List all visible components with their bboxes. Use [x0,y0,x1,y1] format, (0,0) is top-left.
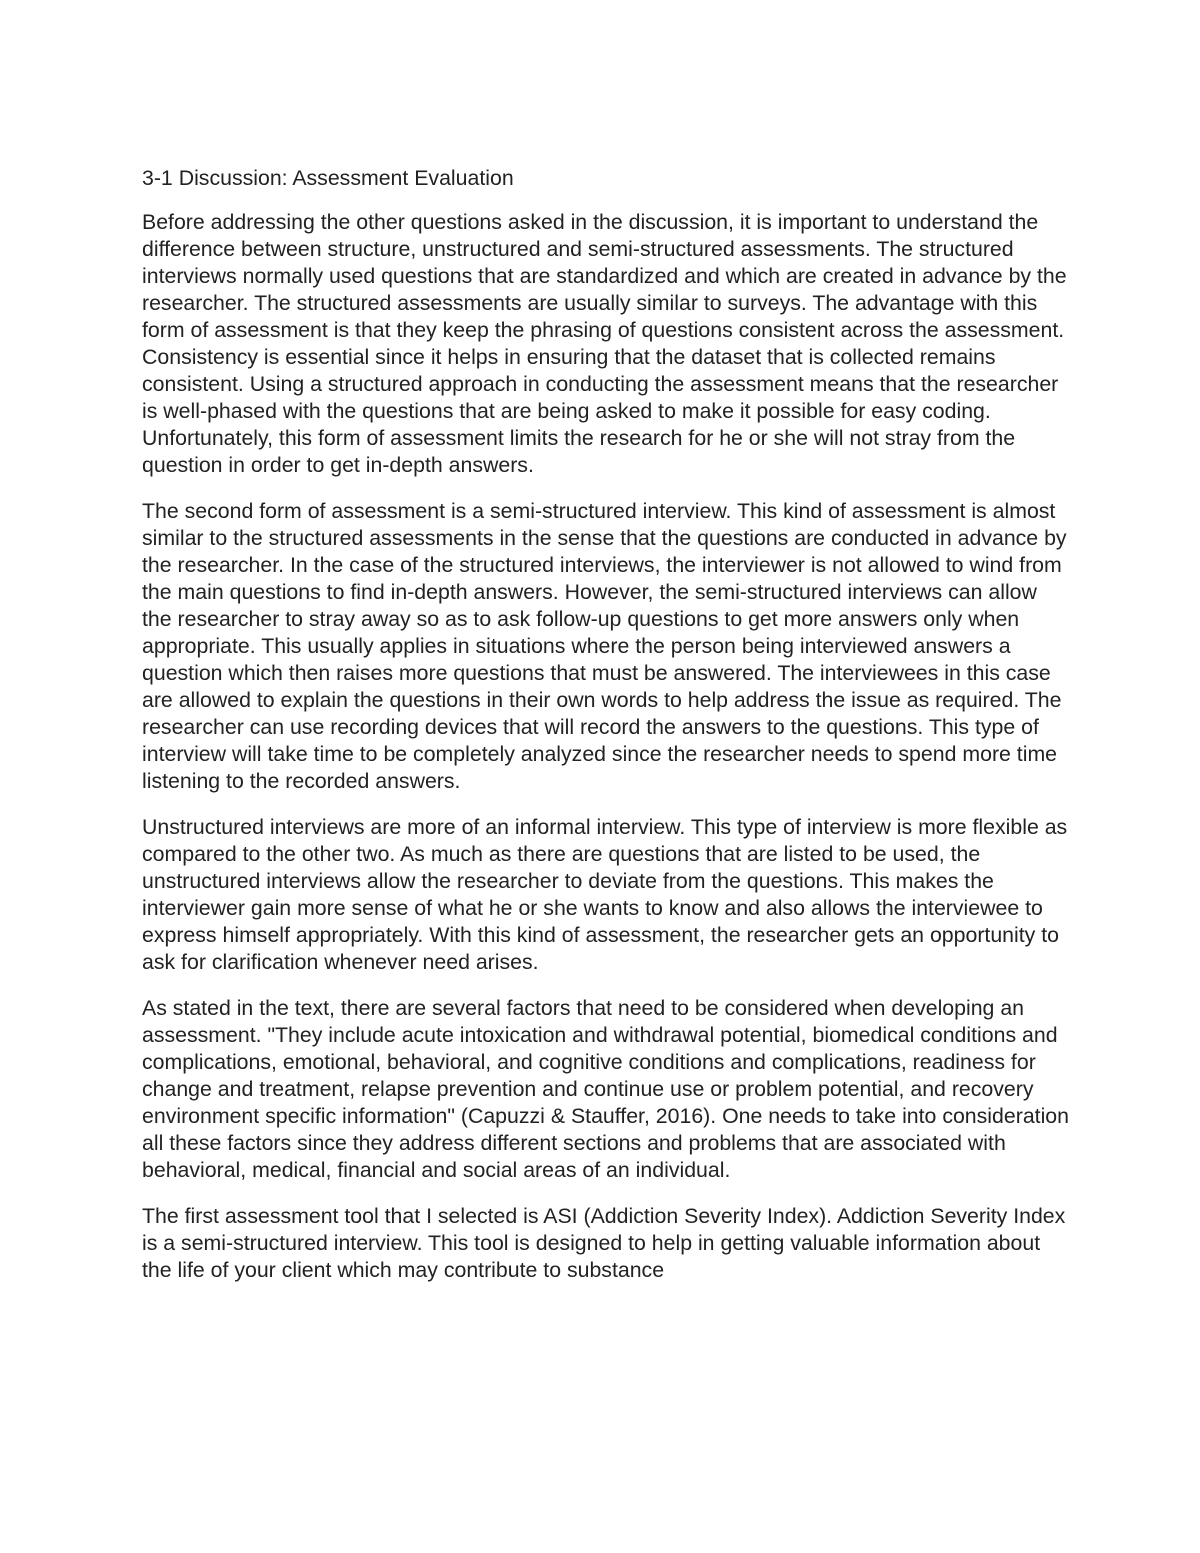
paragraph-factors: As stated in the text, there are several factors that need to be considered when developing an assessment. "They include acute intoxication and withdrawal potential, biomedical conditions and complications, emotional, behavioral, and cognitive conditions and complications, readiness for change and treatment, relapse prevention and continue use or problem potential, and recovery environment specific information" (Capuzzi & Stauffer, 2016). One needs to take into consideration all these factors since they address different sections and problems that are associated with behavioral, medical, financial and social areas of an individual. [142,996,1069,1182]
paragraph-structured: Before addressing the other questions asked in the discussion, it is important to understand the difference between structure, unstructured and semi-structured assessments. The structured interviews normally used questions that are standardized and which are created in advance by the researcher. The structured assessments are usually similar to surveys. The advantage with this form of assessment is that they keep the phrasing of questions consistent across the assessment. Consistency is essential since it helps in ensuring that the dataset that is collected remains consistent. Using a structured approach in conducting the assessment means that the researcher is well-phased with the questions that are being asked to make it possible for easy coding. Unfortunately, this form of assessment limits the research for he or she will not stray from the question in order to get in-depth answers. [142,210,1067,477]
paragraph-semi-structured: The second form of assessment is a semi-structured interview. This kind of assessment is almost similar to the structured assessments in the sense that the questions are conducted in advance by the researcher. In the case of the structured interviews, the interviewer is not allowed to wind from the main questions to find in-depth answers. However, the semi-structured interviews can allow the researcher to stray away so as to ask follow-up questions to get more answers only when appropriate. This usually applies in situations where the person being interviewed answers a question which then raises more questions that must be answered. The interviewees in this case are allowed to explain the questions in their own words to help address the issue as required. The researcher can use recording devices that will record the answers to the questions. This type of interview will take time to be completely analyzed since the researcher needs to spend more time listening to the recorded answers. [142,499,1067,793]
paragraph-unstructured: Unstructured interviews are more of an informal interview. This type of interview is more flexible as compared to the other two. As much as there are questions that are listed to be used, the unstructured interviews allow the researcher to deviate from the questions. This makes the interviewer gain more sense of what he or she wants to know and also allows the interviewee to express himself appropriately. With this kind of assessment, the researcher gets an opportunity to ask for clarification whenever need arises. [142,815,1068,974]
document-title: 3-1 Discussion: Assessment Evaluation [142,166,514,190]
paragraph-asi: The first assessment tool that I selected is ASI (Addiction Severity Index). Addiction Severity Index is a semi-structured interview. This tool is designed to help in getting valuable information about the life of your client which may contribute to substance [142,1204,1066,1282]
document-body [142,165,1072,1303]
